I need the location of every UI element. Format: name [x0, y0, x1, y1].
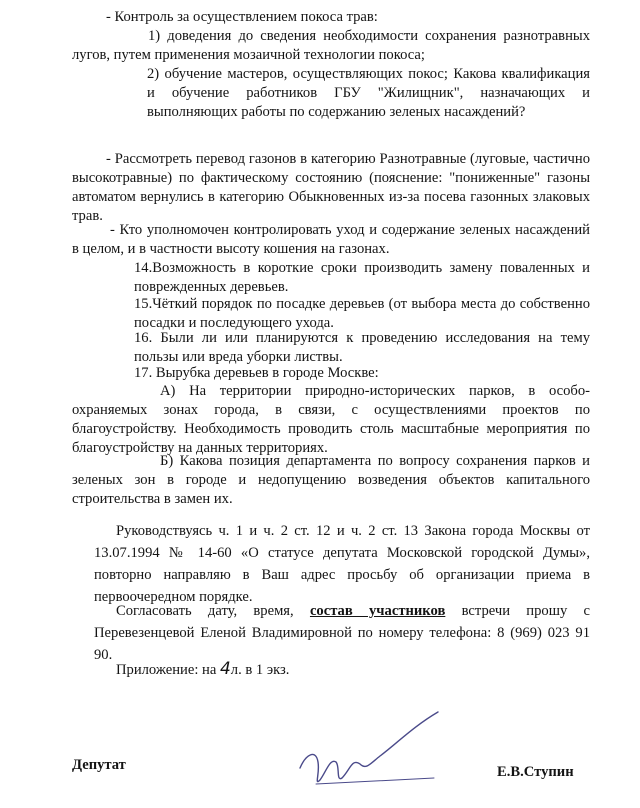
- control-item-1: 1) доведения до сведения необходимости сохранения разнотравных лугов, путем применения мозаичной технологии покоса;: [72, 28, 590, 63]
- control-item-2: 2) обучение мастеров, осуществляющих покос; Какова квалификация и обучение работников ГБУ "Жилищник", назначающих и выполняющих работы по содержанию зеленых насаждений?: [147, 66, 590, 120]
- handwritten-signature: [296, 704, 446, 800]
- participants-emphasis: состав участников: [309, 603, 446, 619]
- agree-paragraph: [94, 600, 590, 666]
- item-17b: Б) Какова позиция департамента по вопросу сохранения парков и зеленых зон в городе и недопущению возведения объектов капитального строительства в замен их.: [72, 453, 590, 507]
- item-17: 17. Вырубка деревьев в городе Москве:: [134, 365, 379, 381]
- agree-text-after: встречи прошу с Перевезенцевой Еленой Владимировной по номеру телефона: 8 (969) 023 91 90.: [94, 603, 591, 663]
- appendix-before: Приложение: на: [116, 662, 220, 678]
- item-16: 16. Были ли или планируются к проведению исследования на тему пользы или вреда уборки листвы.: [134, 330, 590, 365]
- control-heading: - Контроль за осуществлением покоса трав:: [106, 9, 378, 25]
- appendix-line: [116, 660, 516, 680]
- lawns-paragraph: - Рассмотреть перевод газонов в категорию Разнотравные (луговые, частично высокотравные) по фактическому состоянию (пояснение: "пониженные" газоны автоматом вернулись в категорию Обыкновенных из-за посева газонных злаковых трав.: [72, 151, 590, 224]
- responsible-paragraph: - Кто уполномочен контролировать уход и содержание зеленых насаждений в целом, и в частности высоту кошения на газонах.: [72, 222, 590, 257]
- law-paragraph: Руководствуясь ч. 1 и ч. 2 ст. 12 и ч. 2 ст. 13 Закона города Москвы от 13.07.1994 № 14-60 «О статусе депутата Московской городской Думы», повторно направляю в Ваш адрес просьбу об организации приема в первоочередном порядке.: [94, 523, 590, 605]
- item-17a: А) На территории природно-исторических парков, в особо-охраняемых зонах города, в связи, с осуществлениями проектов по благоустройству. Необходимость проводить столь масштабные мероприятия по благоустройству на данных территориях.: [72, 383, 590, 456]
- appendix-after: л. в 1 экз.: [230, 662, 290, 678]
- signatory-role: Депутат: [72, 757, 126, 773]
- item-14: 14.Возможность в короткие сроки производить замену поваленных и поврежденных деревьев.: [134, 260, 590, 295]
- signatory-name: Е.В.Ступин: [497, 764, 574, 780]
- item-15: 15.Чёткий порядок по посадке деревьев (от выбора места до собственно посадки и последующего ухода.: [134, 296, 590, 331]
- appendix-handwritten-count: 4: [219, 659, 231, 679]
- agree-text-before: Согласовать дату, время,: [116, 603, 310, 619]
